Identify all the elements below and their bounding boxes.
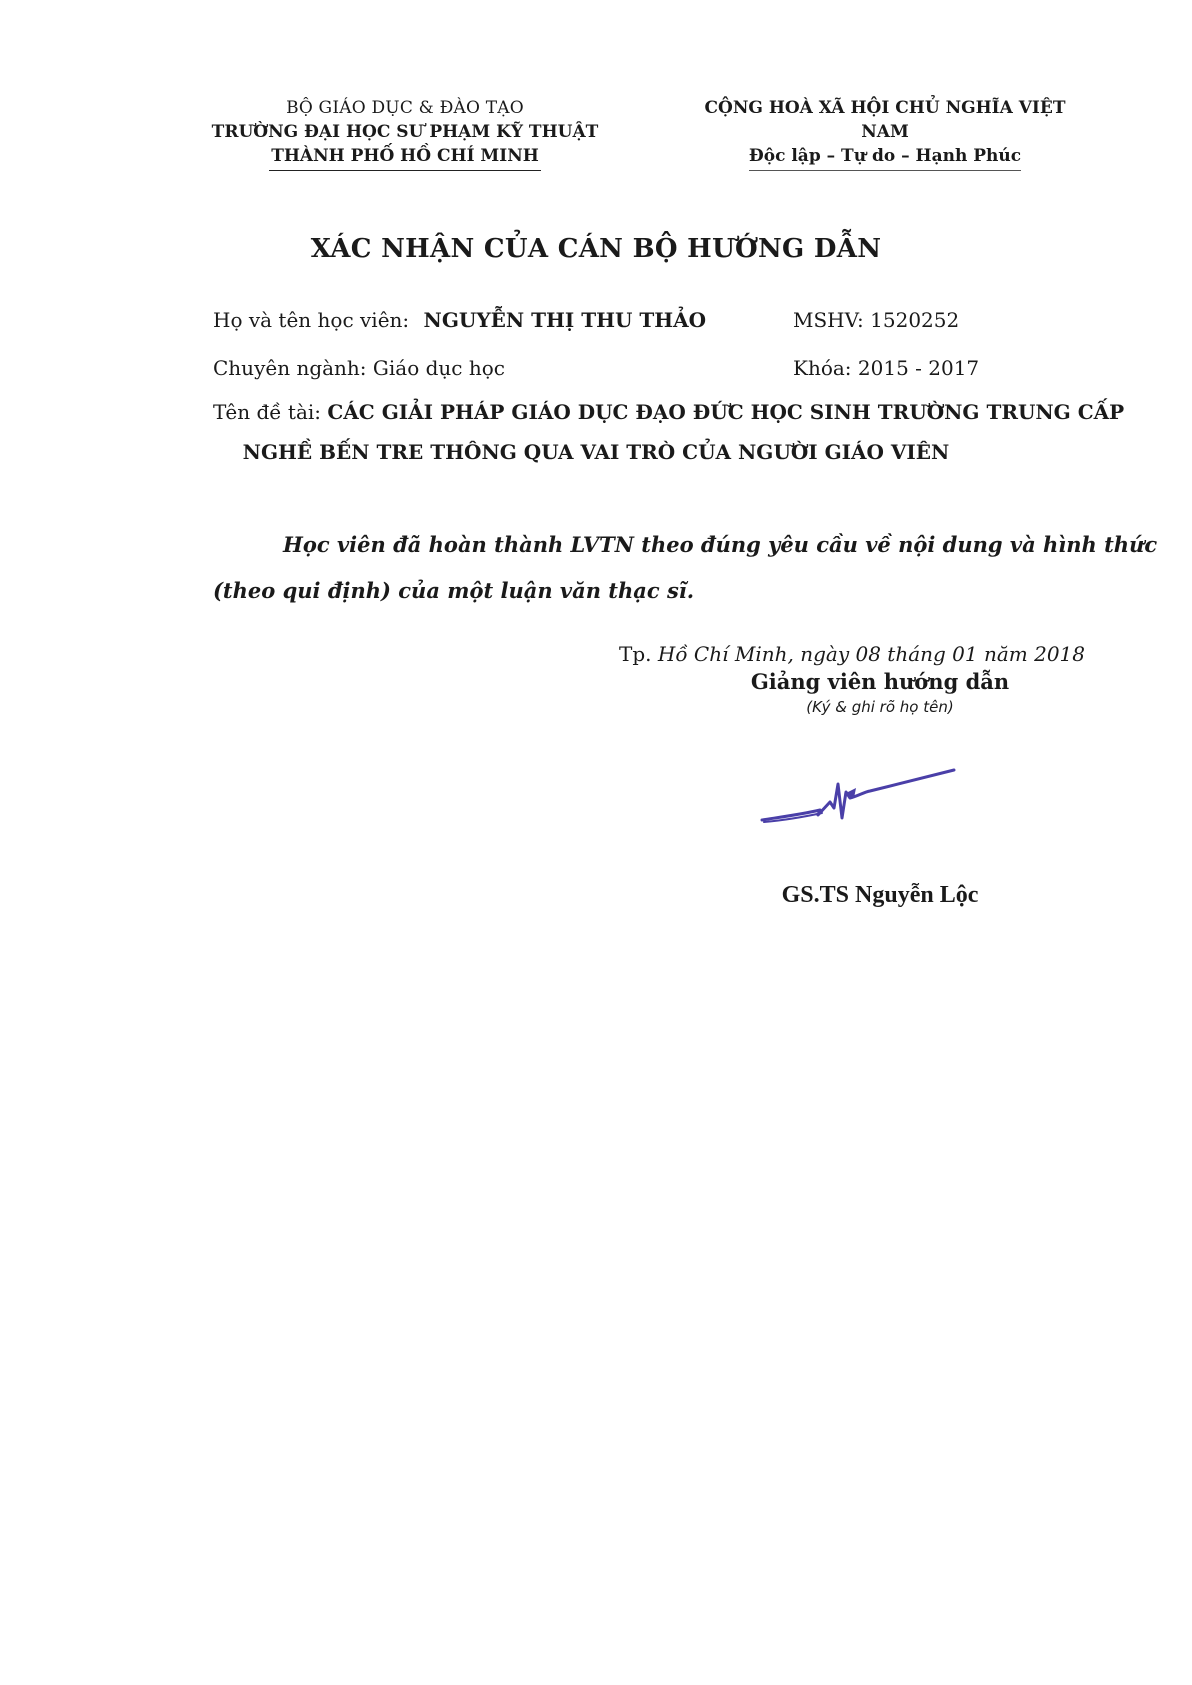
school-name-line2: THÀNH PHỐ HỒ CHÍ MINH: [271, 146, 539, 166]
motto-underline: [749, 170, 1021, 171]
ministry-name: BỘ GIÁO DỤC & ĐÀO TẠO: [286, 98, 524, 118]
student-id-row: [793, 306, 959, 334]
institution-underline: [269, 170, 541, 171]
course-value: 2015 - 2017: [857, 356, 980, 380]
signer-name: GS.TS Nguyễn Lộc: [781, 882, 979, 908]
topic-line1: CÁC GIẢI PHÁP GIÁO DỤC ĐẠO ĐỨC HỌC SINH TRƯỜNG TRUNG CẤP: [327, 400, 1125, 424]
course-label: Khóa:: [793, 356, 852, 380]
course-row: [793, 354, 979, 382]
national-motto: Độc lập – Tự do – Hạnh Phúc: [748, 146, 1022, 166]
handwritten-signature: [758, 758, 958, 828]
student-name-label: Họ và tên học viên:: [213, 308, 410, 332]
confirmation-line1: Học viên đã hoàn thành LVTN theo đúng yêu cầu về nội dung và hình thức: [283, 532, 1158, 557]
confirmation-line2: (theo qui định) của một luận văn thạc sĩ.: [213, 578, 695, 603]
student-name-value: NGUYỄN THỊ THU THẢO: [423, 308, 707, 332]
national-header: [685, 96, 1085, 171]
student-id-value: 1520252: [870, 308, 960, 332]
school-name-line1: TRƯỜNG ĐẠI HỌC SƯ PHẠM KỸ THUẬT: [211, 122, 599, 142]
student-id-label: MSHV:: [793, 308, 864, 332]
place-date: [619, 640, 1085, 668]
place-prefix: Tp.: [619, 642, 652, 666]
nation-name: CỘNG HOÀ XÃ HỘI CHỦ NGHĨA VIỆT NAM: [704, 98, 1066, 142]
place-date-value: Hồ Chí Minh, ngày 08 tháng 01 năm 2018: [657, 642, 1085, 666]
major-value: Giáo dục học: [372, 356, 505, 380]
document-title: XÁC NHẬN CỦA CÁN BỘ HƯỚNG DẪN: [310, 234, 882, 264]
student-name-row: [213, 306, 706, 334]
supervisor-role: Giảng viên hướng dẫn: [750, 669, 1010, 694]
major-label: Chuyên ngành:: [213, 356, 367, 380]
signature-hint: (Ký & ghi rõ họ tên): [806, 698, 954, 716]
topic-row: [213, 398, 1124, 426]
supervisor-block: [735, 668, 1025, 718]
institution-header: [205, 96, 605, 171]
topic-label: Tên đề tài:: [213, 400, 322, 424]
major-row: [213, 354, 505, 382]
topic-line2: NGHỀ BẾN TRE THÔNG QUA VAI TRÒ CỦA NGƯỜI GIÁO VIÊN: [242, 440, 950, 464]
